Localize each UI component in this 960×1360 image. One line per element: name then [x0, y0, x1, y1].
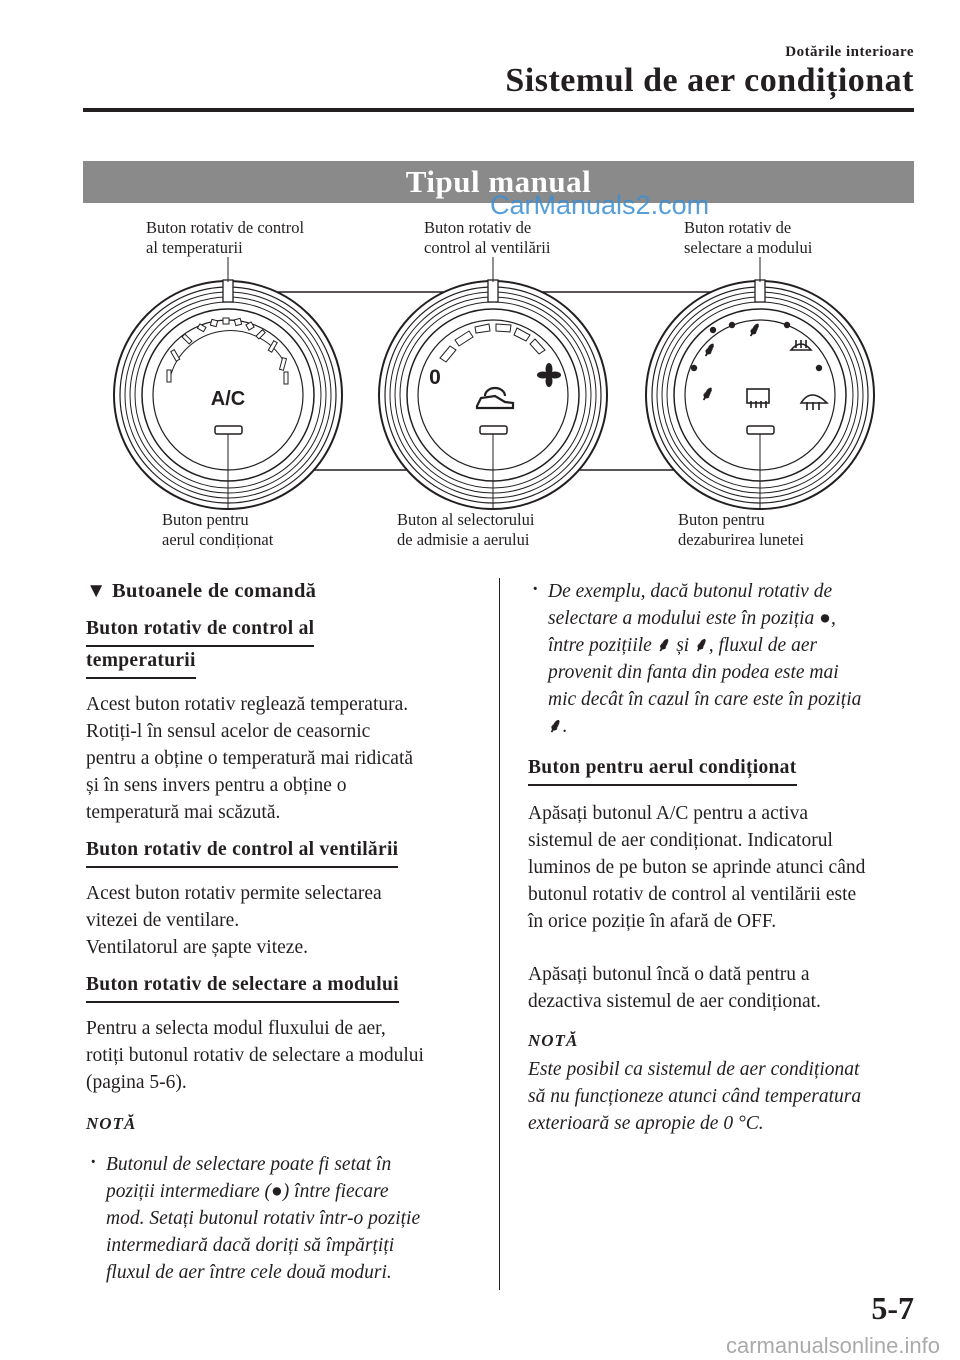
temp-heading-l2: temperaturii — [86, 647, 196, 679]
nota-text — [528, 1056, 928, 1137]
floor-defrost-icon: ⸙ — [747, 317, 762, 341]
callout-line: al temperaturii — [146, 238, 243, 257]
text-line: mic decât în cazul în care este în poziția — [548, 689, 862, 710]
text-line: Apăsați butonul încă o dată pentru a — [528, 964, 810, 985]
banner-title: Tipul manual — [405, 164, 592, 199]
mode-heading: Buton rotativ de selectare a modului — [86, 971, 399, 1003]
callout-line: control al ventilării — [424, 238, 551, 257]
example-bullet — [528, 578, 928, 740]
text-line: temperatură mai scăzută. — [86, 802, 281, 823]
text-line: Este posibil ca sistemul de aer condiționat — [528, 1059, 860, 1080]
main-heading: ▼ Butoanele de comandă — [86, 580, 317, 602]
nota-label: NOTĂ — [528, 1031, 579, 1050]
watermark-text: CarManuals2.com — [490, 190, 710, 220]
text-line: poziții intermediare (●) între fiecare — [106, 1181, 389, 1202]
left-column — [86, 578, 486, 1286]
callout-line: selectare a modului — [684, 238, 813, 257]
bilevel-floor-icon: ⸙ — [702, 337, 717, 361]
fan-off-label: 0 — [429, 366, 441, 389]
callout-line: Buton rotativ de control — [146, 218, 305, 237]
callout-intake-button — [397, 510, 534, 550]
text-line: rotiți butonul rotativ de selectare a modului — [86, 1045, 424, 1066]
fan-knob — [379, 257, 607, 510]
text-line: ⸙. — [548, 716, 568, 737]
dot-icon: ● — [819, 608, 831, 629]
temp-section — [86, 615, 486, 826]
text-line: Rotiți-l în sensul acelor de ceasornic — [86, 721, 371, 742]
floor-mode-icon: ⸙ — [700, 381, 715, 405]
text-line: și în sens invers pentru a obține o — [86, 775, 347, 796]
temp-heading-l1: Buton rotativ de control al — [86, 615, 314, 647]
callout-defrost-button — [678, 510, 804, 550]
text-line: exterioară se apropie de 0 °C. — [528, 1113, 764, 1134]
ac-label: A/C — [210, 388, 246, 410]
callout-line: Buton rotativ de — [684, 218, 792, 237]
text-line: Acest buton rotativ reglează temperatura. — [86, 694, 409, 715]
text-line: provenit din fanta din podea este mai — [548, 662, 839, 683]
dot-icon: ● — [271, 1181, 283, 1202]
callout-line: Buton pentru — [162, 510, 249, 529]
text-line: selectare a modului este în poziția ●, — [548, 608, 836, 629]
climate-panel-diagram — [83, 200, 914, 510]
floor-defrost-icon: ⸙ — [694, 635, 709, 656]
text-line: Apăsați butonul A/C pentru a activa — [528, 803, 808, 824]
text-line: dezactiva sistemul de aer condiționat. — [528, 991, 821, 1012]
text-line: între pozițiile ⸙ și ⸙, fluxul de aer — [548, 635, 818, 656]
ac-button[interactable] — [215, 426, 242, 434]
right-column — [528, 578, 928, 1137]
text-line: Ventilatorul are șapte viteze. — [86, 937, 308, 958]
intake-selector-button[interactable] — [480, 426, 507, 434]
text-line: (pagina 5-6). — [86, 1072, 187, 1093]
text-line: în orice poziție în afară de OFF. — [528, 911, 777, 932]
mode-section — [86, 971, 486, 1096]
footer-watermark: carmanualsonline.info — [725, 1333, 940, 1358]
callout-line: Buton rotativ de — [424, 218, 532, 237]
text-line: pentru a obține o temperatură mai ridicată — [86, 748, 414, 769]
text-line: Acest buton rotativ permite selectarea — [86, 883, 382, 904]
callout-line: de admisie a aerului — [397, 530, 530, 549]
fan-heading: Buton rotativ de control al ventilării — [86, 836, 398, 868]
text-line: · Butonul de selectare poate fi setat în — [106, 1154, 392, 1175]
floor-mode-icon: ⸙ — [548, 716, 563, 737]
callout-ac-button — [162, 510, 273, 550]
text-line: fluxul de aer între cele două moduri. — [106, 1262, 392, 1283]
text-line: butonul rotativ de control al ventilării este — [528, 884, 857, 905]
page-number: 5-7 — [871, 1290, 914, 1326]
text-line: Pentru a selecta modul fluxului de aer, — [86, 1018, 386, 1039]
text-line: sistemul de aer condiționat. Indicatorul — [528, 830, 833, 851]
ac-heading: Buton pentru aerul condiționat — [528, 754, 797, 786]
temp-knob — [114, 257, 342, 510]
page-title: Sistemul de aer condiționat — [505, 62, 914, 99]
ac-section — [528, 754, 928, 1015]
nota-bullet — [86, 1151, 486, 1286]
callout-line: aerul condiționat — [162, 530, 274, 549]
triangle-icon: ▼ — [86, 580, 107, 602]
callout-line: Buton al selectorului — [397, 510, 535, 529]
section-title: Dotările interioare — [785, 44, 914, 60]
text-line: să nu funcționeze atunci când temperatura — [528, 1086, 862, 1107]
fan-section — [86, 836, 486, 961]
text-line: vitezei de ventilare. — [86, 910, 240, 931]
text-line: luminos de pe buton se aprinde atunci când — [528, 857, 866, 878]
column-divider — [499, 578, 500, 1290]
callout-line: dezaburirea lunetei — [678, 530, 804, 549]
header-rule — [83, 108, 914, 112]
rear-defroster-button[interactable] — [747, 426, 774, 434]
mode-knob — [646, 257, 874, 510]
text-line: intermediară dacă doriți să împărțiți — [106, 1235, 395, 1256]
text-line: · De exemplu, dacă butonul rotativ de — [548, 581, 833, 602]
text-line: mod. Setați butonul rotativ într-o poziție — [106, 1208, 421, 1229]
floor-mode-icon: ⸙ — [656, 635, 672, 656]
nota-label: NOTĂ — [86, 1114, 137, 1133]
callout-line: Buton pentru — [678, 510, 765, 529]
